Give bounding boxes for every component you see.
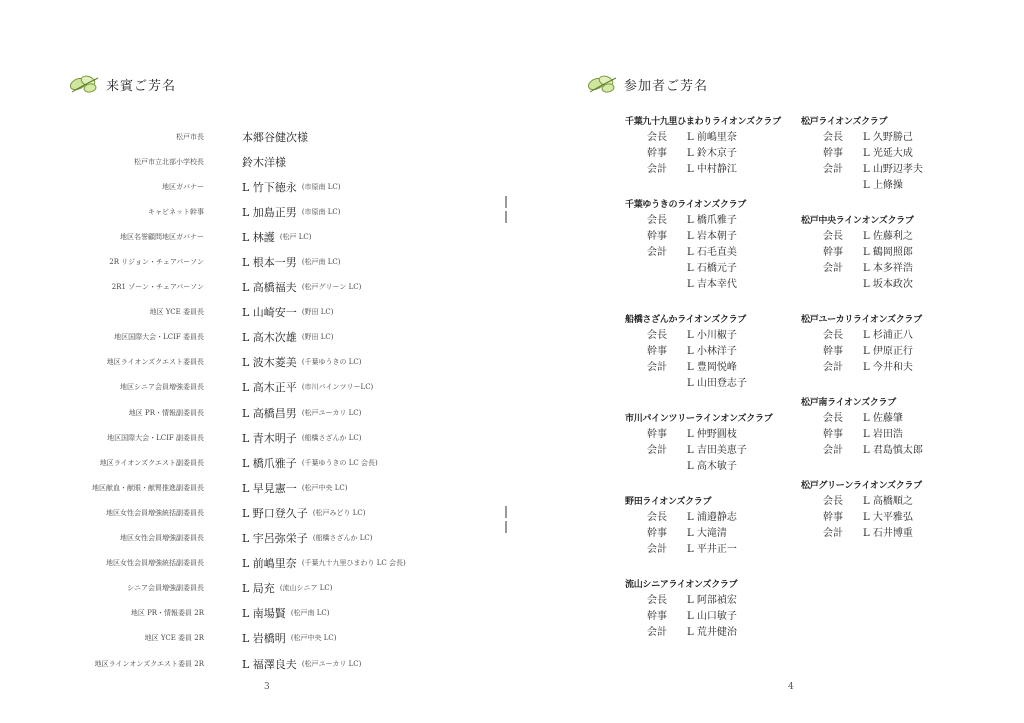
member-role	[647, 277, 679, 293]
member-row	[801, 146, 991, 162]
member-name: L 杉浦正八	[863, 330, 913, 341]
member-role: 会長	[647, 595, 667, 606]
member-row	[801, 277, 991, 293]
member-row	[625, 443, 815, 459]
page-number: 3	[264, 682, 270, 692]
page-number: 4	[788, 682, 794, 692]
member-role	[647, 261, 679, 277]
guest-row	[40, 224, 480, 249]
guest-row	[40, 275, 480, 300]
guest-role: 地区女性会員増強統括副委員長	[106, 559, 204, 568]
member-row	[801, 261, 991, 277]
right-page	[512, 0, 1024, 723]
guest-name: L 福澤良夫	[242, 657, 297, 671]
page-title: 参加者ご芳名	[624, 78, 709, 94]
club-name: 松戸ユーカリライオンズクラブ	[801, 315, 922, 325]
guest-role: 地区女性会員増強統括副委員長	[106, 508, 204, 517]
member-name: L 小川椒子	[687, 330, 737, 341]
member-role: 会長	[647, 330, 667, 341]
guest-row	[40, 526, 480, 551]
member-role: 会長	[823, 231, 843, 242]
member-role: 幹事	[647, 528, 667, 539]
clover-leaf-icon	[586, 72, 620, 96]
member-role: 会長	[647, 215, 667, 226]
member-name: L 鶴岡照郎	[863, 247, 913, 258]
member-row	[625, 261, 815, 277]
guest-row	[40, 300, 480, 325]
guest-name: L 高橋福夫	[242, 281, 297, 295]
club-name: 松戸南ライオンズクラブ	[801, 398, 896, 408]
member-row	[801, 443, 991, 459]
member-name: L 今井和夫	[863, 362, 913, 373]
member-role: 幹事	[823, 429, 843, 440]
member-role: 会計	[647, 544, 667, 555]
member-role: 会計	[823, 263, 843, 274]
guest-row	[40, 199, 480, 224]
member-role: 会計	[647, 627, 667, 638]
guest-affiliation: (野田 LC)	[301, 308, 334, 317]
member-role: 幹事	[823, 346, 843, 357]
guest-role: 2R1 ゾーン・チェアパーソン	[111, 283, 204, 292]
guest-name: L 山崎安一	[242, 306, 297, 320]
clover-leaf-icon	[68, 72, 102, 96]
guest-row	[40, 149, 480, 174]
member-name: L 山野辺孝夫	[863, 164, 923, 175]
guest-role: 地区女性会員増強副委員長	[120, 534, 204, 543]
member-row	[625, 542, 815, 558]
guest-row	[40, 425, 480, 450]
member-name: L 吉田美恵子	[687, 445, 747, 456]
guest-row	[40, 500, 480, 525]
club-name: 松戸グリーンライオンズクラブ	[801, 481, 922, 491]
member-name: L 小林洋子	[687, 346, 737, 357]
guest-affiliation: (市原南 LC)	[301, 207, 341, 216]
member-row	[625, 510, 815, 526]
member-name: L 大平雅弘	[863, 512, 913, 523]
member-name: L 仲野圓枝	[687, 429, 737, 440]
guest-role: 地区献血・献眼・献腎推進副委員長	[92, 483, 204, 492]
member-row	[625, 344, 815, 360]
club-block	[801, 312, 991, 376]
club-block	[625, 577, 815, 641]
guest-name: L 南場賢	[242, 607, 286, 621]
member-name: L 高木敏子	[687, 461, 737, 472]
member-row	[625, 328, 815, 344]
guest-affiliation: (市原南 LC)	[301, 182, 341, 191]
member-name: L 豊岡悦峰	[687, 362, 737, 373]
club-name: 松戸中央ラインオンズクラブ	[801, 216, 914, 226]
guest-role: 地区国際大会・LCIF 委員長	[114, 333, 204, 342]
guest-affiliation: (船橋さざんか LC)	[301, 433, 362, 442]
member-role: 会計	[823, 528, 843, 539]
member-row	[801, 526, 991, 542]
member-role: 会長	[647, 132, 667, 143]
guest-row	[40, 400, 480, 425]
member-role: 幹事	[647, 346, 667, 357]
guest-name: L 宇呂弥栄子	[242, 532, 308, 546]
member-name: L 石井博重	[863, 528, 913, 539]
club-block	[625, 312, 815, 392]
guest-affiliation: (松戸南 LC)	[301, 258, 341, 267]
binding-mark	[505, 211, 507, 223]
member-role	[823, 178, 855, 194]
guest-row	[40, 626, 480, 651]
guest-row	[40, 651, 480, 676]
guest-row	[40, 124, 480, 149]
member-row	[801, 178, 991, 194]
guest-row	[40, 325, 480, 350]
member-row	[625, 360, 815, 376]
guest-heading	[68, 72, 176, 96]
guest-role: 地区シニア会員増強委員長	[120, 383, 204, 392]
member-role: 幹事	[647, 231, 667, 242]
guest-affiliation: (松戸中央 LC)	[301, 483, 348, 492]
guest-role: 地区 PR・情報副委員長	[128, 408, 204, 417]
guest-name: 本郷谷健次様	[242, 130, 308, 144]
club-name: 千葉九十九里ひまわりライオンズクラブ	[625, 117, 781, 127]
club-block	[801, 395, 991, 459]
member-row	[625, 130, 815, 146]
guest-row	[40, 475, 480, 500]
member-role: 会計	[823, 362, 843, 373]
guest-name: L 波木菱美	[242, 356, 297, 370]
guest-affiliation: (船橋さざんか LC)	[312, 534, 373, 543]
member-row	[625, 376, 815, 392]
member-row	[801, 427, 991, 443]
member-name: L 佐藤利之	[863, 231, 913, 242]
club-name: 千葉ゆうきのライオンズクラブ	[625, 200, 746, 210]
guest-role: 地区ライオンズクエスト委員長	[106, 358, 204, 367]
club-block	[625, 114, 815, 178]
guest-role: キャビネット幹事	[148, 207, 204, 216]
member-name: L 前嶋里奈	[687, 132, 737, 143]
club-column-right	[801, 114, 991, 561]
guest-affiliation: (野田 LC)	[301, 333, 334, 342]
member-name: L 岩田浩	[863, 429, 903, 440]
member-row	[801, 494, 991, 510]
member-row	[625, 245, 815, 261]
guest-role: 地区ライオンズクエスト副委員長	[99, 458, 204, 467]
member-role: 会長	[823, 496, 843, 507]
member-row	[625, 427, 815, 443]
member-name: L 阿部禎宏	[687, 595, 737, 606]
member-row	[801, 344, 991, 360]
member-name: L 佐藤肇	[863, 413, 903, 424]
member-row	[801, 245, 991, 261]
guest-row	[40, 249, 480, 274]
guest-role: 地区 YCE 委員長	[149, 308, 204, 317]
member-role: 会長	[823, 413, 843, 424]
member-row	[625, 625, 815, 641]
guest-name: 鈴木洋様	[242, 155, 286, 169]
guest-affiliation: (千葉ゆうきの LC)	[301, 358, 362, 367]
guest-name: L 青木明子	[242, 431, 297, 445]
guest-name: L 加島正男	[242, 205, 297, 219]
member-name: L 上條操	[863, 180, 903, 191]
guest-name: L 根本一男	[242, 256, 297, 270]
club-name: 流山シニアライオンズクラブ	[625, 580, 738, 590]
guest-name: L 岩橋明	[242, 632, 286, 646]
club-block	[801, 478, 991, 542]
guest-name: L 前嶋里奈	[242, 557, 297, 571]
member-name: L 君島慎太郎	[863, 445, 923, 456]
guest-row	[40, 174, 480, 199]
member-name: L 伊原正行	[863, 346, 913, 357]
member-role: 会計	[823, 164, 843, 175]
member-row	[625, 162, 815, 178]
guest-name: L 竹下徳永	[242, 180, 297, 194]
guest-list	[40, 124, 480, 676]
guest-row	[40, 350, 480, 375]
member-name: L 山田登志子	[687, 378, 747, 389]
club-name: 船橋さざんかライオンズクラブ	[625, 315, 746, 325]
guest-row	[40, 450, 480, 475]
participant-heading	[586, 72, 708, 96]
member-row	[625, 229, 815, 245]
binding-mark	[505, 196, 507, 208]
guest-role: シニア会員増強副委員長	[127, 584, 204, 593]
member-name: L 吉本幸代	[687, 279, 737, 290]
member-row	[625, 277, 815, 293]
member-name: L 鈴木京子	[687, 148, 737, 159]
guest-name: L 橋爪雅子	[242, 456, 297, 470]
guest-affiliation: (松戸ユーカリ LC)	[301, 659, 362, 668]
guest-affiliation: (流山シニア LC)	[279, 584, 333, 593]
member-role: 会計	[647, 247, 667, 258]
guest-role: 地区 YCE 委員 2R	[144, 634, 204, 643]
member-role: 幹事	[823, 512, 843, 523]
guest-name: L 野口登久子	[242, 506, 308, 520]
member-row	[625, 213, 815, 229]
member-name: L 大滝清	[687, 528, 727, 539]
member-name: L 山口敏子	[687, 611, 737, 622]
member-name: L 久野勝己	[863, 132, 913, 143]
guest-affiliation: (松戸南 LC)	[290, 609, 330, 618]
member-name: L 石毛直美	[687, 247, 737, 258]
member-role	[647, 376, 679, 392]
guest-affiliation: (市川パインツリーLC)	[301, 383, 374, 392]
guest-role: 地区 PR・情報委員 2R	[130, 609, 204, 618]
member-role: 会長	[647, 512, 667, 523]
member-role: 会長	[823, 132, 843, 143]
guest-name: L 局充	[242, 582, 275, 596]
member-role: 会計	[823, 445, 843, 456]
guest-row	[40, 601, 480, 626]
member-row	[625, 609, 815, 625]
guest-affiliation: (松戸中央 LC)	[290, 634, 337, 643]
member-role: 幹事	[647, 148, 667, 159]
member-row	[625, 459, 815, 475]
guest-affiliation: (千葉九十九里ひまわり LC 会長)	[301, 559, 406, 568]
member-name: L 平井正一	[687, 544, 737, 555]
guest-affiliation: (松戸グリーン LC)	[301, 283, 362, 292]
binding-mark	[505, 506, 507, 518]
guest-role: 松戸市立北部小学校長	[134, 157, 204, 166]
guest-role: 地区名誉顧問地区ガバナー	[120, 232, 204, 241]
guest-name: L 林護	[242, 230, 275, 244]
club-block	[625, 411, 815, 475]
club-block	[801, 213, 991, 293]
member-name: L 本多祥浩	[863, 263, 913, 274]
member-role: 幹事	[823, 148, 843, 159]
member-role: 会長	[823, 330, 843, 341]
club-column-left	[625, 114, 815, 660]
guest-name: L 高橋昌男	[242, 406, 297, 420]
member-row	[801, 360, 991, 376]
guest-role: 地区ラインオンズクエスト委員 2R	[94, 659, 204, 668]
member-row	[801, 130, 991, 146]
member-role: 会計	[647, 362, 667, 373]
member-row	[625, 526, 815, 542]
member-role	[823, 277, 855, 293]
page-title: 来賓ご芳名	[106, 78, 177, 94]
guest-row	[40, 375, 480, 400]
guest-affiliation: (松戸 LC)	[279, 232, 312, 241]
member-row	[801, 510, 991, 526]
guest-name: L 高木正平	[242, 381, 297, 395]
club-block	[801, 114, 991, 194]
member-row	[801, 229, 991, 245]
guest-role: 地区国際大会・LCIF 副委員長	[107, 433, 204, 442]
member-role: 幹事	[647, 611, 667, 622]
guest-row	[40, 576, 480, 601]
member-role: 会計	[647, 164, 667, 175]
member-role: 会計	[647, 445, 667, 456]
member-row	[625, 593, 815, 609]
member-row	[801, 328, 991, 344]
guest-name: L 高木次雄	[242, 331, 297, 345]
club-name: 市川パインツリーラインオンズクラブ	[625, 414, 773, 424]
guest-role: 松戸市長	[176, 132, 204, 141]
guest-role: 2R リジョン・チェアパーソン	[109, 258, 204, 267]
member-name: L 中村静江	[687, 164, 737, 175]
member-name: L 岩本朝子	[687, 231, 737, 242]
guest-role: 地区ガバナー	[162, 182, 204, 191]
member-role	[647, 459, 679, 475]
member-row	[801, 162, 991, 178]
guest-affiliation: (千葉ゆうきの LC 会長)	[301, 458, 378, 467]
guest-row	[40, 551, 480, 576]
club-name: 野田ライオンズクラブ	[625, 497, 712, 507]
member-name: L 石橋元子	[687, 263, 737, 274]
club-block	[625, 197, 815, 293]
member-role: 幹事	[647, 429, 667, 440]
member-row	[801, 411, 991, 427]
member-name: L 坂本政次	[863, 279, 913, 290]
member-role: 幹事	[823, 247, 843, 258]
binding-mark	[505, 521, 507, 533]
member-name: L 浦邉静志	[687, 512, 737, 523]
guest-affiliation: (松戸ユーカリ LC)	[301, 408, 362, 417]
club-name: 松戸ライオンズクラブ	[801, 117, 888, 127]
member-name: L 高橋順之	[863, 496, 913, 507]
member-name: L 荒井健治	[687, 627, 737, 638]
guest-affiliation: (松戸みどり LC)	[312, 508, 366, 517]
club-block	[625, 494, 815, 558]
guest-name: L 早見憲一	[242, 481, 297, 495]
member-row	[625, 146, 815, 162]
member-name: L 橋爪雅子	[687, 215, 737, 226]
member-name: L 光延大成	[863, 148, 913, 159]
